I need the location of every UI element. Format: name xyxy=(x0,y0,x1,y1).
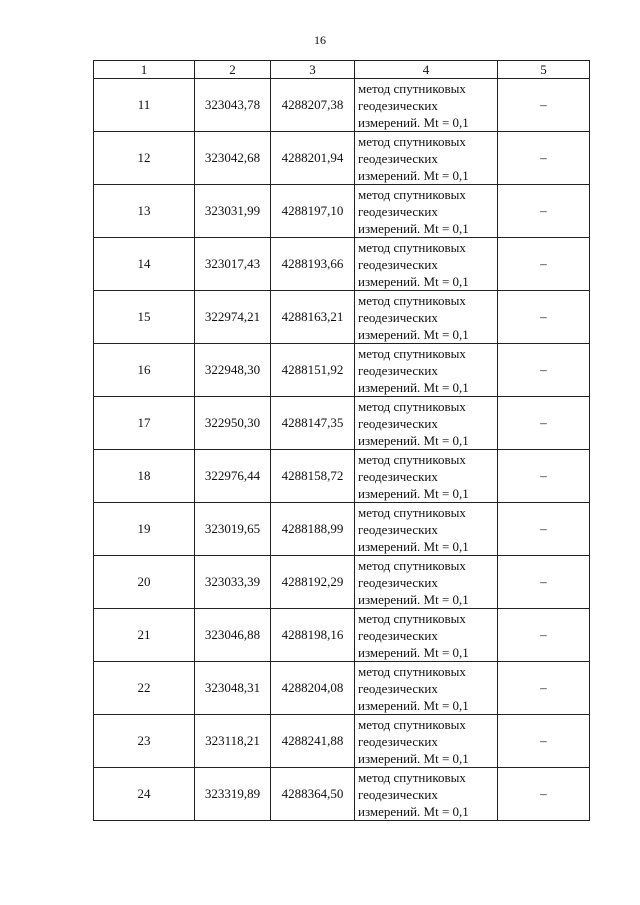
coordinate-y: 4288188,99 xyxy=(271,503,355,556)
note-dash: – xyxy=(498,291,590,344)
note-dash: – xyxy=(498,768,590,821)
coordinate-y: 4288197,10 xyxy=(271,185,355,238)
point-number: 15 xyxy=(94,291,195,344)
coordinate-x: 322950,30 xyxy=(195,397,271,450)
note-dash: – xyxy=(498,238,590,291)
coordinate-y: 4288198,16 xyxy=(271,609,355,662)
note-dash: – xyxy=(498,662,590,715)
header-col-2: 2 xyxy=(195,61,271,79)
method-line: геодезических xyxy=(358,574,438,590)
coordinate-y: 4288151,92 xyxy=(271,344,355,397)
coordinate-x: 322948,30 xyxy=(195,344,271,397)
note-dash: – xyxy=(498,450,590,503)
coordinate-x: 323046,88 xyxy=(195,609,271,662)
method-line: геодезических xyxy=(358,786,438,802)
point-number: 21 xyxy=(94,609,195,662)
table-row xyxy=(94,450,590,503)
point-number: 14 xyxy=(94,238,195,291)
table-row xyxy=(94,132,590,185)
table-row xyxy=(94,768,590,821)
coordinate-x: 323031,99 xyxy=(195,185,271,238)
note-dash: – xyxy=(498,397,590,450)
header-row xyxy=(94,61,590,79)
method-description xyxy=(355,768,498,821)
method-line: метод спутниковых xyxy=(358,292,466,308)
method-line: метод спутниковых xyxy=(358,398,466,414)
method-line: измерений. Mt = 0,1 xyxy=(358,432,469,448)
point-number: 18 xyxy=(94,450,195,503)
note-dash: – xyxy=(498,132,590,185)
method-line: измерений. Mt = 0,1 xyxy=(358,591,469,607)
coordinate-x: 323017,43 xyxy=(195,238,271,291)
coordinate-y: 4288192,29 xyxy=(271,556,355,609)
method-line: метод спутниковых xyxy=(358,239,466,255)
coordinate-y: 4288163,21 xyxy=(271,291,355,344)
method-description xyxy=(355,609,498,662)
point-number: 13 xyxy=(94,185,195,238)
method-description xyxy=(355,185,498,238)
method-description xyxy=(355,662,498,715)
table-row xyxy=(94,291,590,344)
method-description xyxy=(355,238,498,291)
table-header xyxy=(94,61,590,79)
coordinate-y: 4288204,08 xyxy=(271,662,355,715)
coordinates-table xyxy=(93,60,590,821)
method-description xyxy=(355,344,498,397)
method-line: измерений. Mt = 0,1 xyxy=(358,750,469,766)
method-line: метод спутниковых xyxy=(358,451,466,467)
table-row xyxy=(94,185,590,238)
coordinate-x: 323319,89 xyxy=(195,768,271,821)
coordinate-x: 322976,44 xyxy=(195,450,271,503)
table-body xyxy=(94,79,590,821)
note-dash: – xyxy=(498,609,590,662)
method-line: измерений. Mt = 0,1 xyxy=(358,538,469,554)
method-description xyxy=(355,79,498,132)
table-row xyxy=(94,238,590,291)
note-dash: – xyxy=(498,715,590,768)
coordinate-y: 4288193,66 xyxy=(271,238,355,291)
method-line: геодезических xyxy=(358,521,438,537)
note-dash: – xyxy=(498,344,590,397)
note-dash: – xyxy=(498,503,590,556)
method-line: метод спутниковых xyxy=(358,80,466,96)
coordinate-x: 323118,21 xyxy=(195,715,271,768)
coordinate-y: 4288241,88 xyxy=(271,715,355,768)
point-number: 16 xyxy=(94,344,195,397)
method-line: метод спутниковых xyxy=(358,133,466,149)
coordinate-y: 4288158,72 xyxy=(271,450,355,503)
method-line: геодезических xyxy=(358,309,438,325)
table-row xyxy=(94,556,590,609)
table-row xyxy=(94,344,590,397)
note-dash: – xyxy=(498,556,590,609)
point-number: 19 xyxy=(94,503,195,556)
method-line: геодезических xyxy=(358,680,438,696)
header-col-5: 5 xyxy=(498,61,590,79)
method-line: геодезических xyxy=(358,362,438,378)
table-row xyxy=(94,79,590,132)
point-number: 12 xyxy=(94,132,195,185)
method-line: геодезических xyxy=(358,468,438,484)
point-number: 24 xyxy=(94,768,195,821)
point-number: 20 xyxy=(94,556,195,609)
coordinate-x: 323019,65 xyxy=(195,503,271,556)
method-description xyxy=(355,291,498,344)
method-description xyxy=(355,450,498,503)
coordinate-x: 323033,39 xyxy=(195,556,271,609)
method-line: измерений. Mt = 0,1 xyxy=(358,220,469,236)
table-row xyxy=(94,662,590,715)
method-line: геодезических xyxy=(358,627,438,643)
header-col-4: 4 xyxy=(355,61,498,79)
method-line: измерений. Mt = 0,1 xyxy=(358,485,469,501)
coordinate-x: 323043,78 xyxy=(195,79,271,132)
method-description xyxy=(355,397,498,450)
coordinate-y: 4288201,94 xyxy=(271,132,355,185)
method-line: метод спутниковых xyxy=(358,716,466,732)
method-description xyxy=(355,132,498,185)
table-row xyxy=(94,503,590,556)
method-line: геодезических xyxy=(358,150,438,166)
method-line: метод спутниковых xyxy=(358,610,466,626)
note-dash: – xyxy=(498,185,590,238)
method-description xyxy=(355,503,498,556)
method-line: измерений. Mt = 0,1 xyxy=(358,167,469,183)
method-description xyxy=(355,715,498,768)
point-number: 22 xyxy=(94,662,195,715)
coordinate-y: 4288147,35 xyxy=(271,397,355,450)
coordinate-y: 4288364,50 xyxy=(271,768,355,821)
method-line: геодезических xyxy=(358,733,438,749)
method-description xyxy=(355,556,498,609)
table-row xyxy=(94,609,590,662)
method-line: измерений. Mt = 0,1 xyxy=(358,803,469,819)
method-line: метод спутниковых xyxy=(358,663,466,679)
note-dash: – xyxy=(498,79,590,132)
table-row xyxy=(94,715,590,768)
point-number: 11 xyxy=(94,79,195,132)
method-line: измерений. Mt = 0,1 xyxy=(358,273,469,289)
coordinate-x: 323042,68 xyxy=(195,132,271,185)
header-col-1: 1 xyxy=(94,61,195,79)
method-line: метод спутниковых xyxy=(358,186,466,202)
method-line: метод спутниковых xyxy=(358,557,466,573)
method-line: геодезических xyxy=(358,203,438,219)
method-line: метод спутниковых xyxy=(358,345,466,361)
method-line: метод спутниковых xyxy=(358,769,466,785)
method-line: измерений. Mt = 0,1 xyxy=(358,697,469,713)
page-number: 16 xyxy=(314,33,326,47)
method-line: геодезических xyxy=(358,415,438,431)
point-number: 17 xyxy=(94,397,195,450)
method-line: измерений. Mt = 0,1 xyxy=(358,644,469,660)
table-row xyxy=(94,397,590,450)
coordinate-x: 323048,31 xyxy=(195,662,271,715)
coordinate-y: 4288207,38 xyxy=(271,79,355,132)
coordinate-x: 322974,21 xyxy=(195,291,271,344)
method-line: измерений. Mt = 0,1 xyxy=(358,114,469,130)
method-line: геодезических xyxy=(358,256,438,272)
method-line: измерений. Mt = 0,1 xyxy=(358,326,469,342)
method-line: метод спутниковых xyxy=(358,504,466,520)
method-line: геодезических xyxy=(358,97,438,113)
method-line: измерений. Mt = 0,1 xyxy=(358,379,469,395)
header-col-3: 3 xyxy=(271,61,355,79)
point-number: 23 xyxy=(94,715,195,768)
